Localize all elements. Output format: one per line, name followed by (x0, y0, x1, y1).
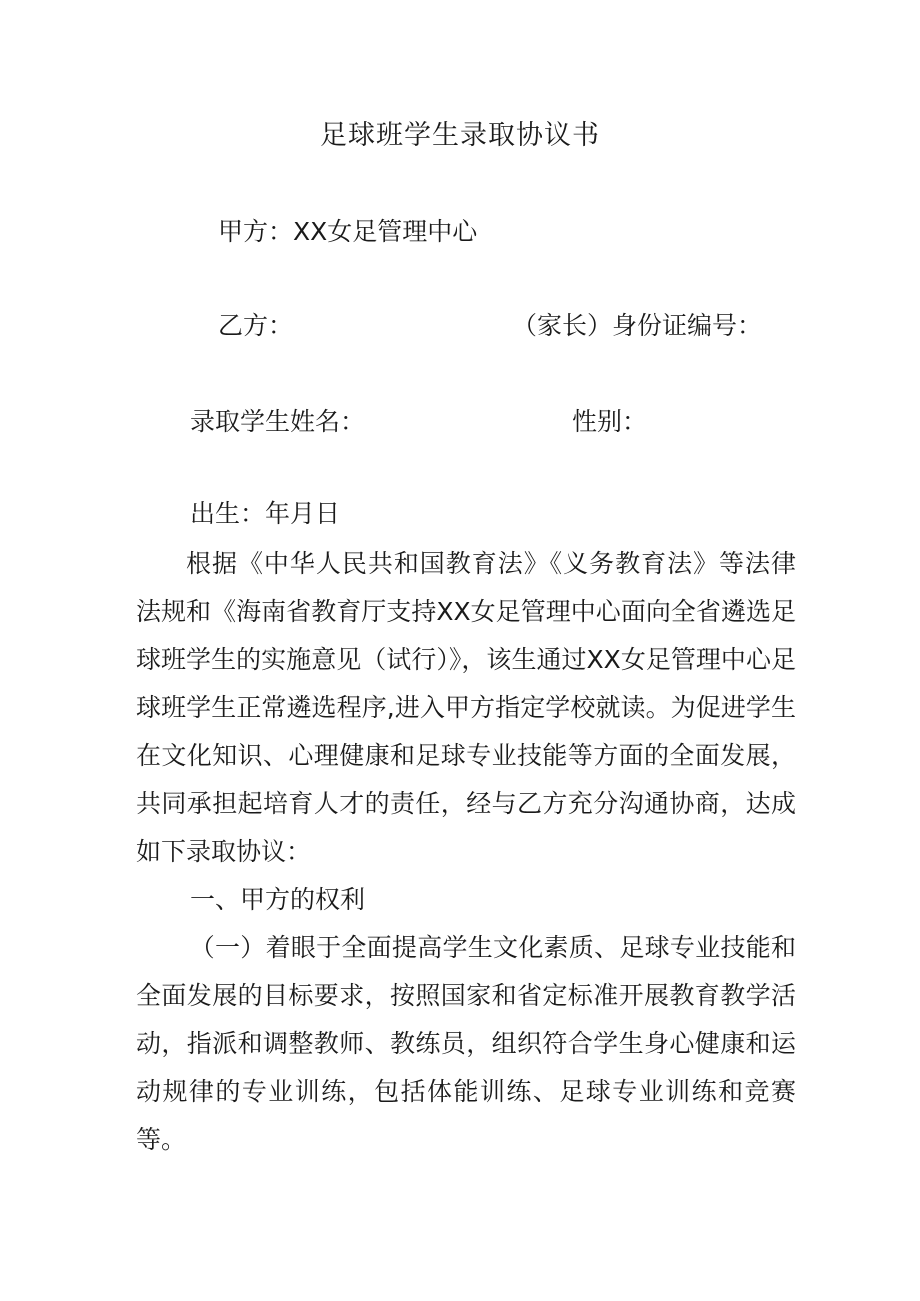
party-a-line: 甲方：XX女足管理中心 (218, 217, 478, 246)
student-name-label: 录取学生姓名： (190, 407, 366, 436)
birth-line: 出生：年月日 (190, 499, 341, 528)
document-title: 足球班学生录取协议书 (320, 120, 600, 151)
intro-paragraph: 根据《中华人民共和国教育法》《义务教育法》等法律法规和《海南省教育厅支持XX女足管理中心面向全省遴选足球班学生的实施意见（试行）》，该生通过XX女足管理中心足球班学生正常遴选程序,进入甲方指定学校就读。为促进学生在文化知识、心理健康和足球专业技能等方面的全面发展，共同承担起培育人才的责任，经与乙方充分沟通协商，达成如下录取协议： (136, 549, 796, 866)
parent-id-label: （家长）身份证编号： (512, 311, 763, 340)
section-one-heading: 一、甲方的权利 (190, 885, 366, 914)
party-b-label: 乙方： (218, 311, 294, 340)
clause-one-paragraph: （一）着眼于全面提高学生文化素质、足球专业技能和全面发展的目标要求，按照国家和省定标准开展教育教学活动，指派和调整教师、教练员，组织符合学生身心健康和运动规律的专业训练，包括体能训练、足球专业训练和竞赛等。 (136, 933, 796, 1154)
gender-label: 性别： (572, 407, 648, 436)
